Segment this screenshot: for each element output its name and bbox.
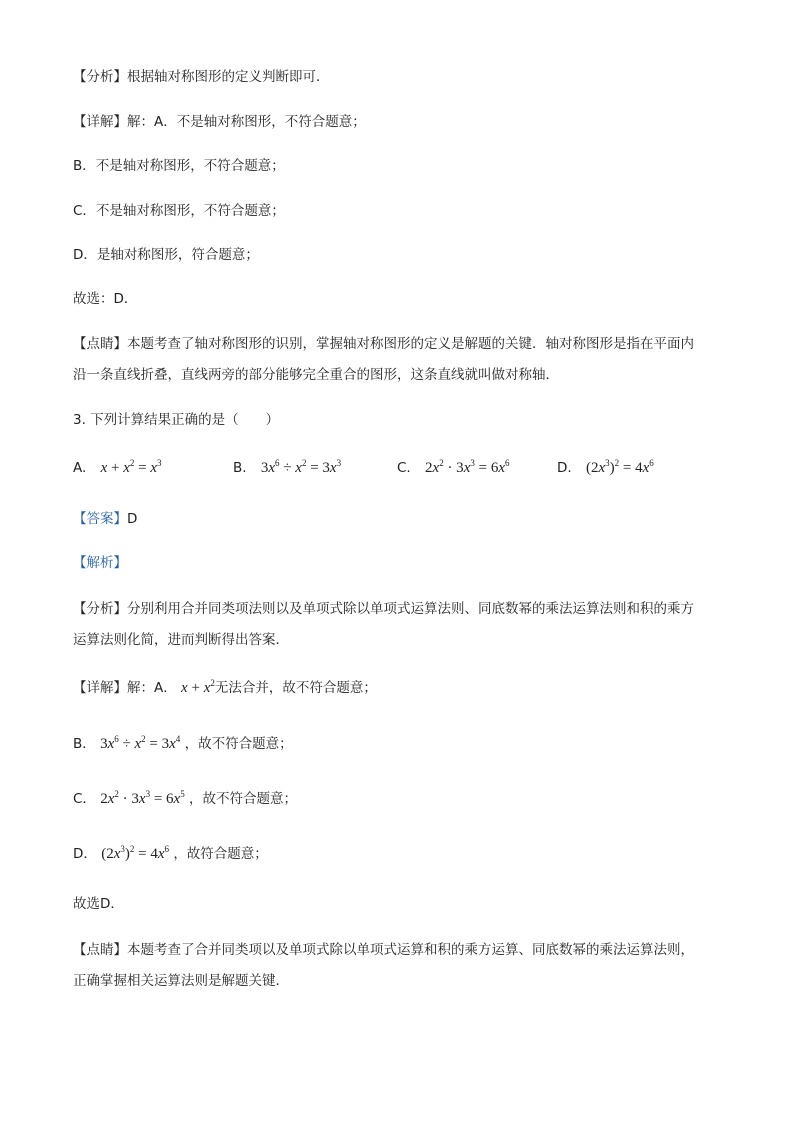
question-text: 下列计算结果正确的是（ ） xyxy=(90,412,280,428)
analysis-text: 根据轴对称图形的定义判断即可． xyxy=(127,69,330,85)
detail-a-suffix: 无法合并，故不符合题意； xyxy=(214,680,377,696)
option-label: D. xyxy=(557,460,572,476)
detail-tag: 【详解】 xyxy=(73,114,127,130)
option-label: B. xyxy=(233,460,247,476)
detail-b-suffix: ，故不符合题意； xyxy=(184,736,293,752)
detail-1-c: C．不是轴对称图形，不符合题意； xyxy=(73,203,285,219)
comment-2-line-2: 正确掌握相关运算法则是解题关键． xyxy=(73,973,289,989)
option-expr: $(2x^3)^2 = 4x^6$ xyxy=(585,458,654,476)
comment-line-1: 本题考查了合并同类项以及单项式除以单项式运算和积的乘方运算、同底数幂的乘法运算法则， xyxy=(127,942,694,958)
detail-c-expr: $2x^2 \cdot 3x^3 = 6x^5$ xyxy=(100,789,185,807)
detail-2-b xyxy=(73,734,293,754)
question-3 xyxy=(73,410,279,430)
detail-1-d: D．是轴对称图形，符合题意； xyxy=(73,247,259,263)
analysis-tag: 【分析】 xyxy=(73,601,127,617)
detail-a-expr: $x + x^2$ xyxy=(181,678,215,696)
detail-2-d xyxy=(73,844,268,864)
detail-d-expr: $(2x^3)^2 = 4x^6$ xyxy=(101,844,170,862)
detail-c-prefix: C． xyxy=(73,791,96,807)
option-label: A. xyxy=(73,460,87,476)
option-b xyxy=(233,458,341,478)
comment-1-line-2: 沿一条直线折叠，直线两旁的部分能够完全重合的图形，这条直线就叫做对称轴． xyxy=(73,367,559,383)
option-expr: $x + x^2 = x^3$ xyxy=(100,458,162,476)
analysis-line-1: 分别利用合并同类项法则以及单项式除以单项式运算法则、同底数幂的乘法运算法则和积的乘方 xyxy=(127,601,694,617)
detail-b-prefix: B． xyxy=(73,736,96,752)
answer xyxy=(73,509,137,529)
detail-1 xyxy=(73,112,366,132)
comment-2 xyxy=(73,940,694,960)
question-number: 3. xyxy=(73,412,86,428)
choice-2: 故选D． xyxy=(73,896,124,912)
detail-1-b: B．不是轴对称图形，不符合题意； xyxy=(73,158,285,174)
comment-tag: 【点睛】 xyxy=(73,336,127,352)
option-a xyxy=(73,458,162,478)
option-expr: $3x^6 \div x^2 = 3x^3$ xyxy=(260,458,342,476)
detail-b-expr: $3x^6 \div x^2 = 3x^4$ xyxy=(100,734,181,752)
detail-2-a xyxy=(73,678,377,698)
analysis-2-line-2: 运算法则化简，进而判断得出答案． xyxy=(73,632,289,648)
option-expr: $2x^2 \cdot 3x^3 = 6x^6$ xyxy=(425,458,510,476)
comment-line-1: 本题考查了轴对称图形的识别，掌握轴对称图形的定义是解题的关键．轴对称图形是指在平面内 xyxy=(127,336,694,352)
detail-c-suffix: ，故不符合题意； xyxy=(189,791,298,807)
answer-tag: 【答案】 xyxy=(73,511,127,527)
detail-a-prefix: 解：A． xyxy=(127,680,177,696)
option-label: C. xyxy=(397,460,411,476)
option-c xyxy=(397,458,510,478)
detail-tag: 【详解】 xyxy=(73,680,127,696)
comment-1 xyxy=(73,334,694,354)
analysis-tag: 【分析】 xyxy=(73,69,127,85)
comment-tag: 【点睛】 xyxy=(73,942,127,958)
option-d xyxy=(557,458,654,478)
choice-1: 故选：D． xyxy=(73,291,138,307)
detail-2-c xyxy=(73,789,297,809)
detail-d-suffix: ，故符合题意； xyxy=(173,846,268,862)
detail-d-prefix: D． xyxy=(73,846,97,862)
answer-value: D xyxy=(127,511,138,527)
detail-text: 解：A．不是轴对称图形，不符合题意； xyxy=(127,114,366,130)
explain-tag: 【解析】 xyxy=(73,555,127,571)
analysis-1 xyxy=(73,67,330,87)
analysis-2 xyxy=(73,599,694,619)
